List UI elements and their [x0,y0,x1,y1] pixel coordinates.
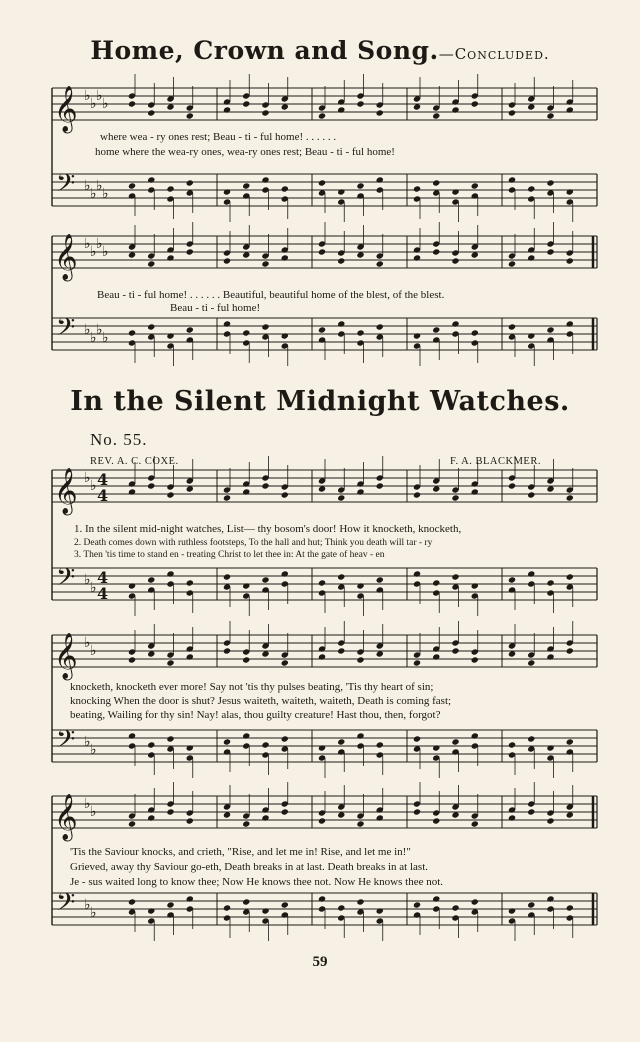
svg-text:♭: ♭ [84,88,91,104]
svg-text:4: 4 [97,584,109,603]
svg-text:𝄢: 𝄢 [56,888,76,923]
svg-text:♭: ♭ [90,96,97,112]
svg-text:𝄢: 𝄢 [56,169,76,204]
svg-text:♭: ♭ [84,635,91,651]
svg-text:♭: ♭ [90,330,97,346]
svg-text:𝄞: 𝄞 [54,468,78,514]
clef-icons [54,86,109,923]
page-number: 59 [312,954,328,970]
svg-text:♭: ♭ [84,178,91,194]
svg-text:♭: ♭ [84,236,91,252]
hymn2-sys3-verse3: Je - sus waited long to know thee; Now He knows thee not. Now He knows thee not. [70,876,444,888]
hymn1-sys2-lyric2: Beau - ti - ful home! [170,302,261,314]
hymn1-sys1-lyric1: where wea - ry ones rest; Beau - ti - ful home! . . . . . . [100,131,337,143]
svg-text:♭: ♭ [90,186,97,202]
hymn2-title: In the Silent Midnight Watches. [70,386,570,417]
svg-text:♭: ♭ [102,244,109,260]
svg-text:𝄞: 𝄞 [54,794,78,840]
svg-text:♭: ♭ [84,470,91,486]
composer-credit: F. A. BLACKMER. [450,456,541,467]
svg-text:𝄢: 𝄢 [56,725,76,760]
svg-text:♭: ♭ [90,478,97,494]
svg-text:4: 4 [97,568,109,587]
svg-text:♭: ♭ [84,734,91,750]
svg-text:𝄢: 𝄢 [56,563,76,598]
hymn1-sys1-lyric2: home where the wea-ry ones, wea-ry ones rest; Beau - ti - ful home! [95,146,395,158]
svg-text:♭: ♭ [90,804,97,820]
hymn1-sys2-lyric1: Beau - ti - ful home! . . . . . . Beautiful, beautiful home of the blest, of the blest. [97,289,445,301]
svg-text:♭: ♭ [102,330,109,346]
author-credit: REV. A. C. COXE. [90,456,179,467]
svg-text:♭: ♭ [90,643,97,659]
hymn1-subtitle: —Concluded. [438,45,550,63]
hymn2-sys2-verse2: knocking When the door is shut? Jesus waiteth, waiteth, waiteth, Death is coming fast; [70,695,452,707]
svg-text:♭: ♭ [90,742,97,758]
svg-text:4: 4 [97,470,109,489]
svg-text:♭: ♭ [84,796,91,812]
svg-text:♭: ♭ [84,897,91,913]
svg-text:𝄞: 𝄞 [54,633,78,679]
note-heads [128,92,574,924]
hymn-number: No. 55. [90,430,148,449]
svg-text:♭: ♭ [96,322,103,338]
hymn2-sys3-verse2: Grieved, away thy Saviour go-eth, Death breaks in at last. Death breaks in at last. [70,861,428,873]
hymn2-sys1-verse2: 2. Death comes down with ruthless footsteps, To the hall and hut; Think you death will tar - ry [74,538,433,548]
svg-text:♭: ♭ [96,178,103,194]
svg-text:♭: ♭ [84,322,91,338]
svg-text:4: 4 [97,486,109,505]
svg-text:♭: ♭ [96,88,103,104]
svg-text:𝄢: 𝄢 [56,313,76,348]
hymn2-sys1-verse3: 3. Then 'tis time to stand en - treating Christ to let thee in: At the gate of heav - en [74,550,385,560]
hymn2-sys3-verse1: 'Tis the Saviour knocks, and crieth, "Rise, and let me in! Rise, and let me in!" [70,846,411,858]
svg-text:♭: ♭ [102,186,109,202]
svg-text:𝄞: 𝄞 [54,234,78,280]
hymn2-sys2-verse1: knocketh, knocketh ever more! Say not 'tis thy pulses beating, 'Tis thy heart of sin; [70,681,434,693]
svg-text:♭: ♭ [90,244,97,260]
hymn2-sys1-verse1: 1. In the silent mid-night watches, List— thy bosom's door! How it knocketh, knocketh, [74,523,462,535]
svg-text:𝄞: 𝄞 [54,86,78,132]
svg-text:♭: ♭ [90,580,97,596]
hymn1-title: Home, Crown and Song. [90,36,439,65]
svg-text:♭: ♭ [96,236,103,252]
svg-text:♭: ♭ [102,96,109,112]
svg-text:♭: ♭ [90,905,97,921]
svg-text:♭: ♭ [84,572,91,588]
hymn2-sys2-verse3: beating, Wailing for thy sin! Nay! alas, thou guilty creature! Hast thou, then, forgot? [70,709,441,721]
